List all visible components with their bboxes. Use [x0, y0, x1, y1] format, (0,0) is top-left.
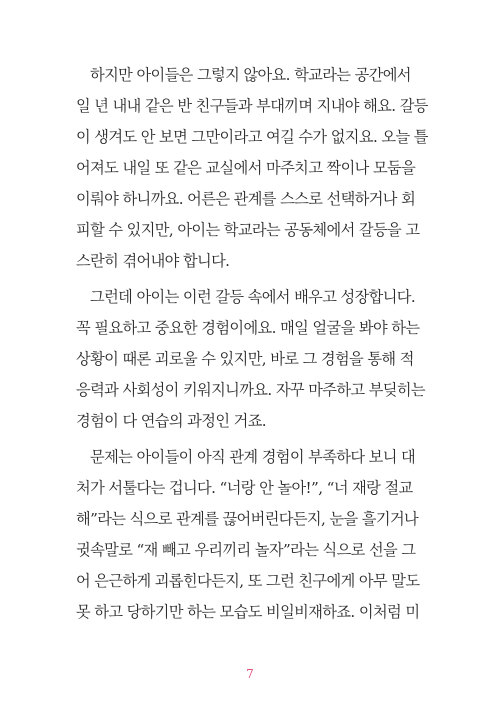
text-line: 처가 서툴다는 겁니다. “너랑 안 놀아!”, “너 재랑 절교 — [76, 479, 413, 497]
page-number: 7 — [246, 667, 254, 681]
text-line: 어져도 내일 또 같은 교실에서 마주치고 짝이나 모둠을 — [76, 159, 416, 177]
text-line: 피할 수 있지만, 아이는 학교라는 공동체에서 갈등을 고 — [76, 221, 420, 239]
text-line: 이뤄야 하니까요. 어른은 관계를 스스로 선택하거나 회 — [76, 190, 416, 208]
text-line: 상황이 때론 괴로울 수 있지만, 바로 그 경험을 통해 적 — [76, 350, 414, 368]
text-line: 해”라는 식으로 관계를 끊어버린다든지, 눈을 흘기거나 — [76, 510, 419, 528]
text-line: 귓속말로 “재 빼고 우리끼리 놀자”라는 식으로 선을 그 — [76, 541, 416, 559]
text-line: 일 년 내내 같은 반 친구들과 부대끼며 지내야 해요. 갈등 — [76, 97, 428, 115]
text-line: 경험이 다 연습의 과정인 거죠. — [76, 412, 266, 430]
text-line: 꼭 필요하고 중요한 경험이에요. 매일 얼굴을 봐야 하는 — [76, 319, 420, 337]
text-line: 어 은근하게 괴롭힌다든지, 또 그런 친구에게 아무 말도 — [76, 572, 420, 590]
paragraph — [76, 60, 436, 277]
text-line: 스란히 겪어내야 합니다. — [76, 252, 230, 270]
text-line: 문제는 아이들이 아직 관계 경험이 부족하다 보니 대 — [90, 448, 416, 466]
text-line: 하지만 아이들은 그렇지 않아요. 학교라는 공간에서 — [90, 66, 411, 84]
text-line: 못 하고 당하기만 하는 모습도 비일비재하죠. 이처럼 미 — [76, 603, 420, 621]
paragraph — [76, 282, 436, 437]
body-text — [76, 60, 436, 628]
paragraph — [76, 442, 436, 628]
text-line: 그런데 아이는 이런 갈등 속에서 배우고 성장합니다. — [90, 288, 416, 306]
text-line: 응력과 사회성이 키워지니까요. 자꾸 마주하고 부딪히는 — [76, 381, 426, 399]
text-line: 이 생겨도 안 보면 그만이라고 여길 수가 없지요. 오늘 틀 — [76, 128, 428, 146]
